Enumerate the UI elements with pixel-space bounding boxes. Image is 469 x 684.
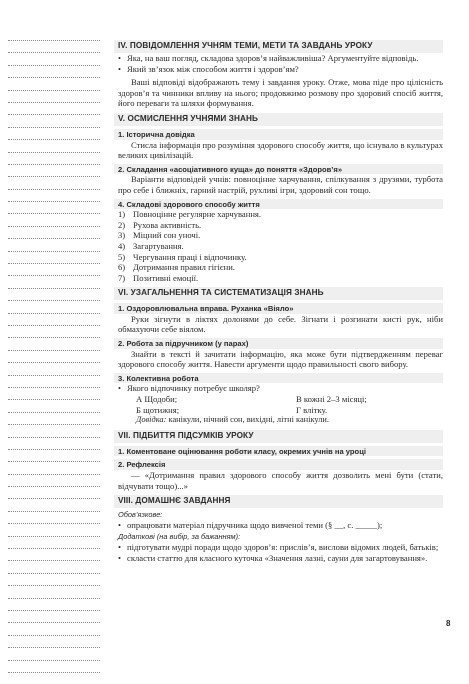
optional-list xyxy=(114,542,443,563)
note-line xyxy=(8,449,100,450)
note-line xyxy=(8,548,100,549)
reference-note: Довідка: канікули, нічний сон, вихідні, літні канікули. xyxy=(136,415,329,425)
margin-notes-lines xyxy=(8,40,100,684)
note-line xyxy=(8,313,100,314)
optional-label: Додаткові (на вибір, за бажанням): xyxy=(118,532,241,542)
section-4-heading: IV. ПОВІДОМЛЕННЯ УЧНЯМ ТЕМИ, МЕТИ ТА ЗАВДАНЬ УРОКУ xyxy=(114,40,443,53)
lesson-content xyxy=(114,40,443,563)
list-item: • підготувати мудрі поради щодо здоров’я: прислів’я, вислови відомих людей, батьків; xyxy=(118,541,439,552)
note-line xyxy=(8,288,100,289)
note-line xyxy=(8,647,100,648)
note-line xyxy=(8,362,100,363)
subsection-heading: 1. Оздоровлювальна вправа. Руханка «Віяло» xyxy=(114,303,443,314)
list-item: 1) Повноцінне регулярне харчування. xyxy=(118,209,262,220)
note-line xyxy=(8,102,100,103)
answer-option-a: А Щодоби; xyxy=(136,394,178,405)
bullet-icon: • xyxy=(118,541,122,552)
bullet-icon: • xyxy=(118,552,122,563)
healthy-lifestyle-list xyxy=(114,209,443,283)
subsection-heading: 1. Історична довідка xyxy=(114,129,443,140)
answer-option-v: В кожні 2–3 місяці; xyxy=(296,394,367,405)
subsection-text: Стисла інформація про розуміння здорового способу життя, що існувало в культурах великих цивілізацій. xyxy=(118,139,443,161)
mandatory-label: Обов’язкове: xyxy=(118,510,163,520)
note-line xyxy=(8,77,100,78)
note-line xyxy=(8,387,100,388)
note-line xyxy=(8,176,100,177)
reference-label: Довідка: xyxy=(136,415,167,425)
bullet-icon: • xyxy=(118,383,122,394)
note-line xyxy=(8,375,100,376)
note-line xyxy=(8,238,100,239)
bullet-icon: • xyxy=(118,63,122,74)
list-item: • скласти статтю для класного куточка «Значення лазні, сауни для загартовування». xyxy=(118,552,428,563)
note-line xyxy=(8,275,100,276)
subsection-heading: 1. Коментоване оцінювання роботи класу, окремих учнів на уроці xyxy=(114,446,443,457)
note-line xyxy=(8,474,100,475)
list-item: 6) Дотримання правил гігієни. xyxy=(118,262,235,273)
note-line xyxy=(8,511,100,512)
subsection-heading: 2. Складання «асоціативного куща» до поняття «Здоров’я» xyxy=(114,164,443,175)
bullet-icon: • xyxy=(118,53,122,63)
note-line xyxy=(8,461,100,462)
note-line xyxy=(8,127,100,128)
subsection-heading: 2. Рефлексія xyxy=(114,459,443,470)
list-item: • Який зв’язок між способом життя і здоров’ям? xyxy=(118,63,299,74)
subsection-heading: 4. Складові здорового способу життя xyxy=(114,199,443,210)
note-line xyxy=(8,90,100,91)
note-line xyxy=(8,300,100,301)
note-line xyxy=(8,189,100,190)
subsection-text: Знайти в тексті й зачитати інформацію, яка може бути підтвердженням переваг здорового способу життя. Навести аргументи щодо правильності свого вибору. xyxy=(118,348,443,370)
note-line xyxy=(8,486,100,487)
section-6-heading: VI. УЗАГАЛЬНЕННЯ ТА СИСТЕМАТИЗАЦІЯ ЗНАНЬ xyxy=(114,287,443,300)
note-line xyxy=(8,65,100,66)
note-line xyxy=(8,536,100,537)
bullet-icon: • xyxy=(118,519,122,530)
section-4-questions xyxy=(114,53,443,74)
note-line xyxy=(8,251,100,252)
note-line xyxy=(8,164,100,165)
note-line xyxy=(8,622,100,623)
section-8-heading: VIII. ДОМАШНЄ ЗАВДАННЯ xyxy=(114,495,443,508)
page-number: 8 xyxy=(446,619,451,628)
list-item: 3) Міцний сон уночі. xyxy=(118,230,201,241)
list-item: 2) Рухова активність. xyxy=(118,219,202,230)
note-line xyxy=(8,399,100,400)
note-line xyxy=(8,672,100,673)
note-line xyxy=(8,412,100,413)
section-5-heading: V. ОСМИСЛЕННЯ УЧНЯМИ ЗНАНЬ xyxy=(114,113,443,126)
note-line xyxy=(8,610,100,611)
note-line xyxy=(8,498,100,499)
note-line xyxy=(8,573,100,574)
note-line xyxy=(8,424,100,425)
list-item: 5) Чергування праці і відпочинку. xyxy=(118,251,247,262)
note-line xyxy=(8,337,100,338)
section-7-heading: VII. ПІДБИТТЯ ПІДСУМКІВ УРОКУ xyxy=(114,430,443,443)
subsection-heading: 2. Робота за підручником (у парах) xyxy=(114,338,443,349)
note-line xyxy=(8,201,100,202)
subsection-text: Варіанти відповідей учнів: повноцінне харчування, спілкування з друзями, турбота про себе і ближніх, гарний настрій, рухливі ігри, здоровий сон тощо. xyxy=(118,174,443,195)
list-item: • Яка, на ваш погляд, складова здоров’я найважливіша? Аргументуйте відповідь. xyxy=(118,53,419,63)
list-item: • Якого відпочинку потребує школяр? xyxy=(118,383,260,394)
note-line xyxy=(8,226,100,227)
list-item: 4) Загартування. xyxy=(118,240,184,251)
note-line xyxy=(8,585,100,586)
note-line xyxy=(8,350,100,351)
question-list xyxy=(114,383,443,394)
note-line xyxy=(8,263,100,264)
subsection-text: Руки зігнути в ліктях долонями до себе. Зігнати і розгинати кисті рук, ніби обмахуючи себе віялом. xyxy=(118,313,443,335)
answer-option-b: Б щотижня; xyxy=(136,404,180,415)
note-line xyxy=(8,139,100,140)
subsection-heading: 3. Колективна робота xyxy=(114,373,443,384)
note-line xyxy=(8,152,100,153)
note-line xyxy=(8,635,100,636)
note-line xyxy=(8,437,100,438)
note-line xyxy=(8,52,100,53)
note-line xyxy=(8,560,100,561)
list-item: 7) Позитивні емоції. xyxy=(118,272,199,283)
note-line xyxy=(8,660,100,661)
note-line xyxy=(8,523,100,524)
answer-option-g: Г влітку. xyxy=(296,404,328,415)
list-item: • опрацювати матеріал підручника щодо вивченої теми (§ __, с. _____); xyxy=(118,519,383,530)
section-4-paragraph: Ваші відповіді відображають тему і завдання уроку. Отже, мова піде про цілісність здоров’я та чинники впливу на нього; продовжимо розмову про здоровий спосіб життя, його переваги та шляхи формування. xyxy=(118,77,443,109)
note-line xyxy=(8,598,100,599)
note-line xyxy=(8,213,100,214)
answer-options xyxy=(114,394,443,415)
mandatory-list xyxy=(114,520,443,531)
note-line xyxy=(8,114,100,115)
note-line xyxy=(8,325,100,326)
reflection-text: — «Дотримання правил здорового способу життя дозволить мені бути (стати, відчувати тощо)...» xyxy=(118,470,443,491)
note-line xyxy=(8,40,100,41)
